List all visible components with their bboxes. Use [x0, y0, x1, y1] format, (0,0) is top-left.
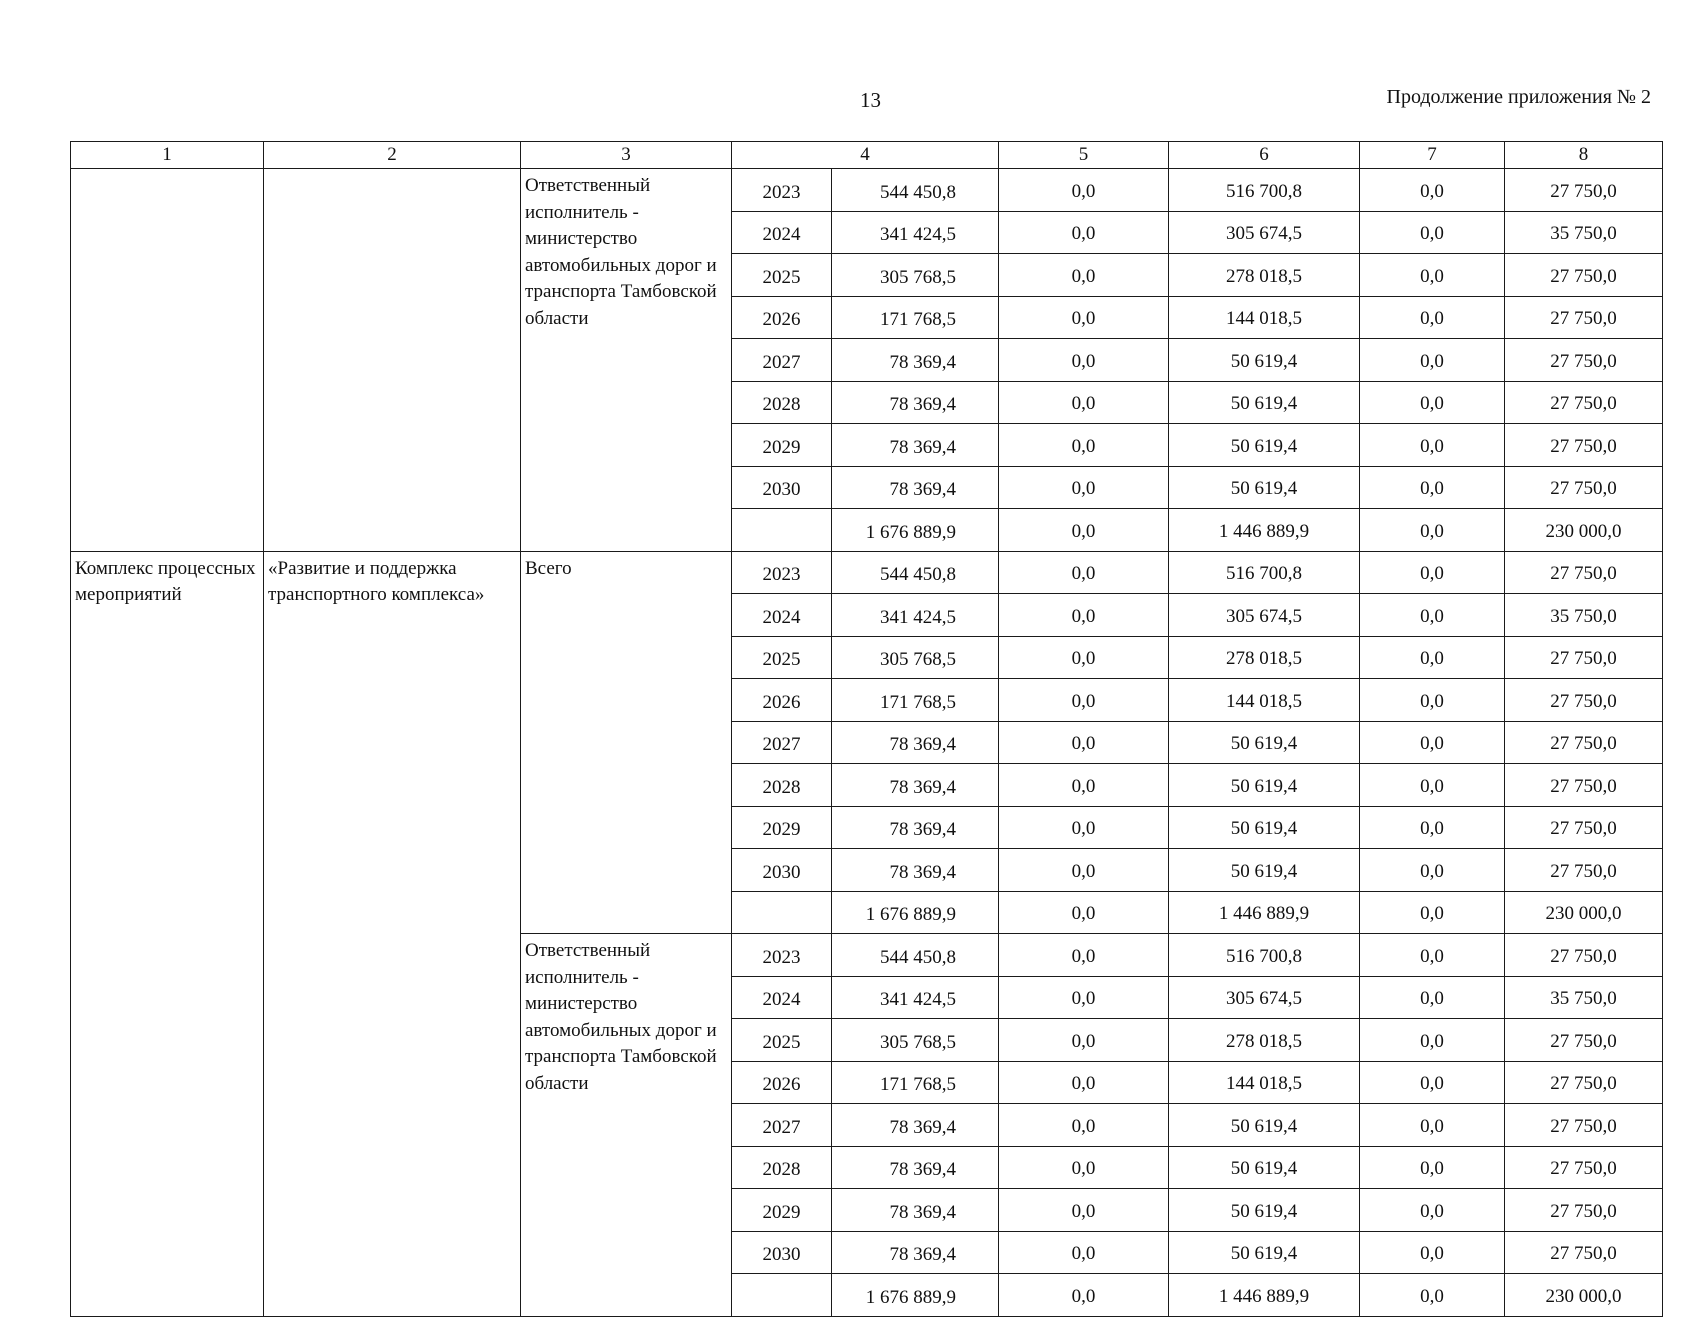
regional-cell: 1 446 889,9 [1169, 1274, 1360, 1317]
regional-cell: 278 018,5 [1169, 254, 1360, 297]
regional-cell: 50 619,4 [1169, 1104, 1360, 1147]
column-header: 3 [521, 142, 732, 169]
other-cell: 27 750,0 [1505, 1231, 1663, 1274]
other-cell: 27 750,0 [1505, 1104, 1663, 1147]
local-cell: 0,0 [1360, 806, 1505, 849]
other-cell: 27 750,0 [1505, 1189, 1663, 1232]
total-cell: 78 369,4 [832, 764, 999, 807]
other-cell: 230 000,0 [1505, 891, 1663, 934]
regional-cell: 1 446 889,9 [1169, 509, 1360, 552]
column-header: 4 [732, 142, 999, 169]
year-cell: 2027 [732, 339, 832, 382]
other-cell: 27 750,0 [1505, 1019, 1663, 1062]
regional-cell: 50 619,4 [1169, 1189, 1360, 1232]
federal-cell: 0,0 [999, 296, 1169, 339]
federal-cell: 0,0 [999, 891, 1169, 934]
regional-cell: 305 674,5 [1169, 976, 1360, 1019]
federal-cell: 0,0 [999, 679, 1169, 722]
year-cell: 2030 [732, 1231, 832, 1274]
column-header: 5 [999, 142, 1169, 169]
responsible-cell: Ответственный исполнитель - министерство автомобильных дорог и транспорта Тамбовской области [521, 934, 732, 1317]
total-cell: 305 768,5 [832, 1019, 999, 1062]
other-cell: 27 750,0 [1505, 1061, 1663, 1104]
regional-cell: 50 619,4 [1169, 1146, 1360, 1189]
other-cell: 27 750,0 [1505, 551, 1663, 594]
column-header: 6 [1169, 142, 1360, 169]
year-cell: 2028 [732, 381, 832, 424]
responsible-cell: Ответственный исполнитель - министерство автомобильных дорог и транспорта Тамбовской области [521, 169, 732, 552]
federal-cell: 0,0 [999, 721, 1169, 764]
year-cell: 2023 [732, 934, 832, 977]
federal-cell: 0,0 [999, 594, 1169, 637]
responsible-cell: Всего [521, 551, 732, 934]
regional-cell: 50 619,4 [1169, 849, 1360, 892]
other-cell: 27 750,0 [1505, 806, 1663, 849]
local-cell: 0,0 [1360, 381, 1505, 424]
total-cell: 341 424,5 [832, 976, 999, 1019]
regional-cell: 50 619,4 [1169, 424, 1360, 467]
regional-cell: 50 619,4 [1169, 466, 1360, 509]
regional-cell: 144 018,5 [1169, 679, 1360, 722]
local-cell: 0,0 [1360, 551, 1505, 594]
local-cell: 0,0 [1360, 339, 1505, 382]
regional-cell: 50 619,4 [1169, 1231, 1360, 1274]
year-cell: 2027 [732, 1104, 832, 1147]
total-cell: 78 369,4 [832, 721, 999, 764]
federal-cell: 0,0 [999, 169, 1169, 212]
other-cell: 27 750,0 [1505, 254, 1663, 297]
total-cell: 544 450,8 [832, 169, 999, 212]
federal-cell: 0,0 [999, 1146, 1169, 1189]
total-cell: 78 369,4 [832, 424, 999, 467]
table-row [71, 169, 1663, 212]
other-cell: 35 750,0 [1505, 594, 1663, 637]
regional-cell: 305 674,5 [1169, 594, 1360, 637]
other-cell: 27 750,0 [1505, 339, 1663, 382]
regional-cell: 516 700,8 [1169, 551, 1360, 594]
year-cell: 2025 [732, 254, 832, 297]
year-cell: 2026 [732, 1061, 832, 1104]
other-cell: 230 000,0 [1505, 1274, 1663, 1317]
section-type-cell [71, 169, 264, 552]
year-cell [732, 891, 832, 934]
local-cell: 0,0 [1360, 679, 1505, 722]
total-cell: 544 450,8 [832, 551, 999, 594]
federal-cell: 0,0 [999, 636, 1169, 679]
total-cell: 78 369,4 [832, 339, 999, 382]
federal-cell: 0,0 [999, 849, 1169, 892]
other-cell: 35 750,0 [1505, 211, 1663, 254]
local-cell: 0,0 [1360, 1061, 1505, 1104]
table-body [71, 169, 1663, 1317]
total-cell: 1 676 889,9 [832, 509, 999, 552]
local-cell: 0,0 [1360, 1231, 1505, 1274]
federal-cell: 0,0 [999, 551, 1169, 594]
other-cell: 27 750,0 [1505, 296, 1663, 339]
other-cell: 27 750,0 [1505, 679, 1663, 722]
local-cell: 0,0 [1360, 424, 1505, 467]
federal-cell: 0,0 [999, 254, 1169, 297]
local-cell: 0,0 [1360, 594, 1505, 637]
section-name-cell [264, 169, 521, 552]
regional-cell: 516 700,8 [1169, 169, 1360, 212]
regional-cell: 50 619,4 [1169, 339, 1360, 382]
total-cell: 78 369,4 [832, 466, 999, 509]
other-cell: 27 750,0 [1505, 424, 1663, 467]
year-cell: 2023 [732, 551, 832, 594]
year-cell: 2024 [732, 594, 832, 637]
total-cell: 78 369,4 [832, 806, 999, 849]
local-cell: 0,0 [1360, 466, 1505, 509]
regional-cell: 1 446 889,9 [1169, 891, 1360, 934]
appendix-note: Продолжение приложения № 2 [1386, 86, 1651, 108]
column-header: 2 [264, 142, 521, 169]
total-cell: 341 424,5 [832, 211, 999, 254]
other-cell: 27 750,0 [1505, 1146, 1663, 1189]
total-cell: 78 369,4 [832, 1146, 999, 1189]
year-cell: 2027 [732, 721, 832, 764]
total-cell: 78 369,4 [832, 381, 999, 424]
regional-cell: 516 700,8 [1169, 934, 1360, 977]
year-cell: 2028 [732, 764, 832, 807]
federal-cell: 0,0 [999, 466, 1169, 509]
year-cell: 2024 [732, 211, 832, 254]
total-cell: 78 369,4 [832, 849, 999, 892]
year-cell: 2030 [732, 849, 832, 892]
federal-cell: 0,0 [999, 509, 1169, 552]
local-cell: 0,0 [1360, 934, 1505, 977]
total-cell: 341 424,5 [832, 594, 999, 637]
local-cell: 0,0 [1360, 636, 1505, 679]
local-cell: 0,0 [1360, 764, 1505, 807]
total-cell: 1 676 889,9 [832, 1274, 999, 1317]
local-cell: 0,0 [1360, 1019, 1505, 1062]
federal-cell: 0,0 [999, 424, 1169, 467]
year-cell: 2026 [732, 679, 832, 722]
other-cell: 27 750,0 [1505, 849, 1663, 892]
local-cell: 0,0 [1360, 211, 1505, 254]
other-cell: 27 750,0 [1505, 169, 1663, 212]
regional-cell: 50 619,4 [1169, 806, 1360, 849]
total-cell: 544 450,8 [832, 934, 999, 977]
year-cell [732, 1274, 832, 1317]
total-cell: 78 369,4 [832, 1189, 999, 1232]
regional-cell: 50 619,4 [1169, 381, 1360, 424]
local-cell: 0,0 [1360, 169, 1505, 212]
year-cell: 2025 [732, 1019, 832, 1062]
total-cell: 78 369,4 [832, 1231, 999, 1274]
local-cell: 0,0 [1360, 1104, 1505, 1147]
federal-cell: 0,0 [999, 381, 1169, 424]
federal-cell: 0,0 [999, 1061, 1169, 1104]
year-cell: 2024 [732, 976, 832, 1019]
local-cell: 0,0 [1360, 891, 1505, 934]
regional-cell: 144 018,5 [1169, 296, 1360, 339]
year-cell: 2025 [732, 636, 832, 679]
regional-cell: 305 674,5 [1169, 211, 1360, 254]
table-row [71, 551, 1663, 594]
local-cell: 0,0 [1360, 254, 1505, 297]
year-cell: 2023 [732, 169, 832, 212]
total-cell: 171 768,5 [832, 1061, 999, 1104]
other-cell: 230 000,0 [1505, 509, 1663, 552]
local-cell: 0,0 [1360, 296, 1505, 339]
regional-cell: 144 018,5 [1169, 1061, 1360, 1104]
column-header: 8 [1505, 142, 1663, 169]
federal-cell: 0,0 [999, 1231, 1169, 1274]
regional-cell: 278 018,5 [1169, 1019, 1360, 1062]
total-cell: 78 369,4 [832, 1104, 999, 1147]
federal-cell: 0,0 [999, 1189, 1169, 1232]
regional-cell: 50 619,4 [1169, 764, 1360, 807]
federal-cell: 0,0 [999, 339, 1169, 382]
local-cell: 0,0 [1360, 976, 1505, 1019]
federal-cell: 0,0 [999, 1019, 1169, 1062]
other-cell: 27 750,0 [1505, 466, 1663, 509]
year-cell: 2029 [732, 1189, 832, 1232]
total-cell: 171 768,5 [832, 296, 999, 339]
federal-cell: 0,0 [999, 806, 1169, 849]
year-cell: 2029 [732, 424, 832, 467]
federal-cell: 0,0 [999, 1104, 1169, 1147]
total-cell: 305 768,5 [832, 254, 999, 297]
local-cell: 0,0 [1360, 509, 1505, 552]
other-cell: 27 750,0 [1505, 934, 1663, 977]
other-cell: 27 750,0 [1505, 764, 1663, 807]
local-cell: 0,0 [1360, 721, 1505, 764]
column-number-row [71, 142, 1663, 169]
federal-cell: 0,0 [999, 934, 1169, 977]
other-cell: 27 750,0 [1505, 636, 1663, 679]
year-cell [732, 509, 832, 552]
local-cell: 0,0 [1360, 1274, 1505, 1317]
federal-cell: 0,0 [999, 1274, 1169, 1317]
other-cell: 27 750,0 [1505, 721, 1663, 764]
total-cell: 1 676 889,9 [832, 891, 999, 934]
federal-cell: 0,0 [999, 976, 1169, 1019]
column-header: 1 [71, 142, 264, 169]
section-type-cell: Комплекс процессных мероприятий [71, 551, 264, 1316]
local-cell: 0,0 [1360, 1146, 1505, 1189]
regional-cell: 50 619,4 [1169, 721, 1360, 764]
other-cell: 35 750,0 [1505, 976, 1663, 1019]
federal-cell: 0,0 [999, 764, 1169, 807]
section-name-cell: «Развитие и поддержка транспортного комплекса» [264, 551, 521, 1316]
other-cell: 27 750,0 [1505, 381, 1663, 424]
year-cell: 2026 [732, 296, 832, 339]
budget-table [70, 141, 1663, 1317]
column-header: 7 [1360, 142, 1505, 169]
total-cell: 305 768,5 [832, 636, 999, 679]
year-cell: 2030 [732, 466, 832, 509]
local-cell: 0,0 [1360, 849, 1505, 892]
page-number: 13 [860, 88, 881, 112]
federal-cell: 0,0 [999, 211, 1169, 254]
total-cell: 171 768,5 [832, 679, 999, 722]
year-cell: 2028 [732, 1146, 832, 1189]
local-cell: 0,0 [1360, 1189, 1505, 1232]
year-cell: 2029 [732, 806, 832, 849]
regional-cell: 278 018,5 [1169, 636, 1360, 679]
